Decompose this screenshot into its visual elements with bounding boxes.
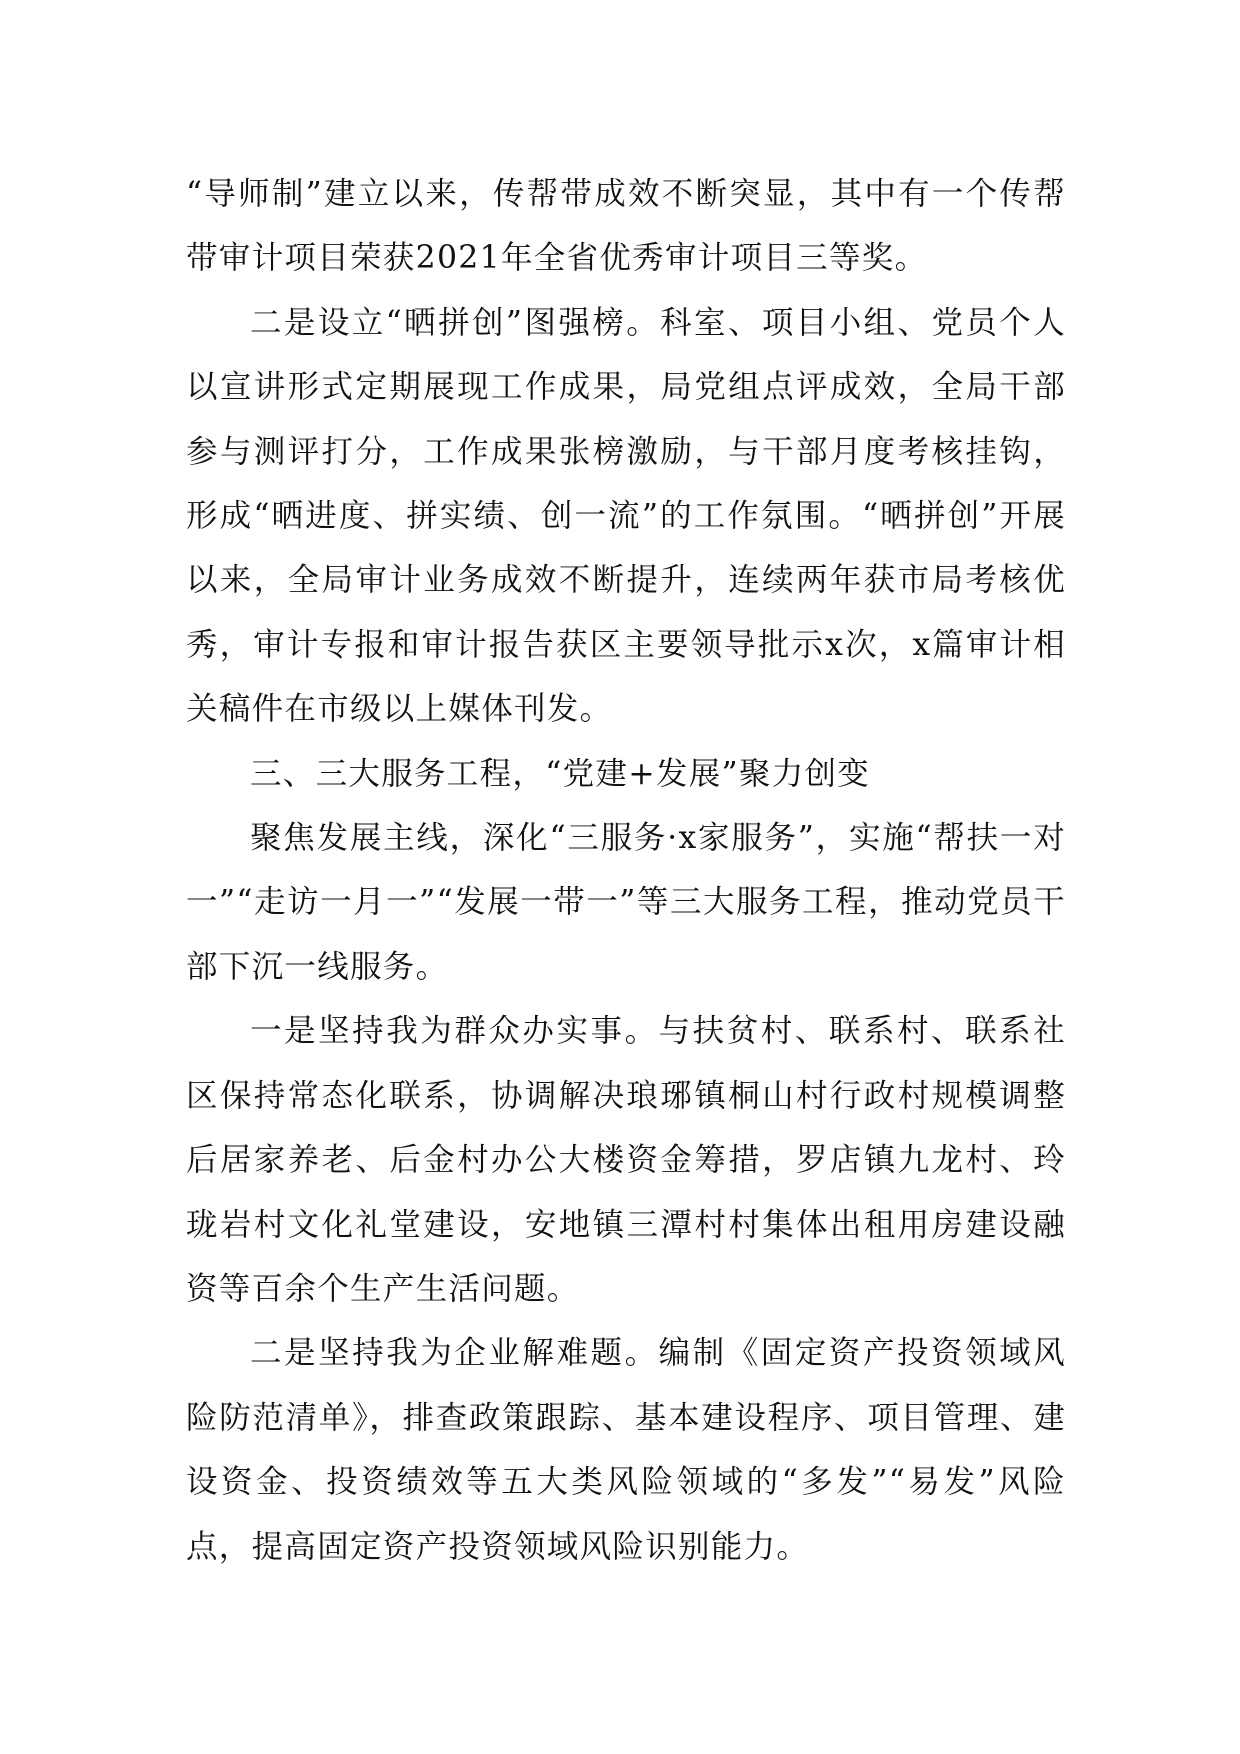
paragraph-service-overview: 聚焦发展主线，深化“三服务·x家服务”，实施“帮扶一对一”“走访一月一”“发展一带一”等三大服务工程，推动党员干部下沉一线服务。 — [186, 820, 1066, 985]
paragraph-serve-the-people: 一是坚持我为群众办实事。与扶贫村、联系村、联系社区保持常态化联系，协调解决琅琊镇桐山村行政村规模调整后居家养老、后金村办公大楼资金筹措，罗店镇九龙村、玲珑岩村文化礼堂建设，安地镇三潭村村集体出租用房建设融资等百余个生产生活问题。 — [186, 1013, 1066, 1307]
paragraph-mentor-system-continued: “导师制”建立以来，传帮带成效不断突显，其中有一个传帮带审计项目荣获2021年全省优秀审计项目三等奖。 — [186, 176, 1066, 277]
document-body — [186, 162, 1066, 1579]
section-heading-three-services: 三、三大服务工程，“党建+发展”聚力创变 — [250, 755, 871, 792]
paragraph-serve-enterprises: 二是坚持我为企业解难题。编制《固定资产投资领域风险防范清单》，排查政策跟踪、基本建设程序、项目管理、建设资金、投资绩效等五大类风险领域的“多发”“易发”风险点，提高固定资产投资领域风险识别能力。 — [186, 1335, 1066, 1565]
paragraph-showcase-board: 二是设立“晒拼创”图强榜。科室、项目小组、党员个人以宣讲形式定期展现工作成果，局党组点评成效，全局干部参与测评打分，工作成果张榜激励，与干部月度考核挂钩，形成“晒进度、拼实绩、创一流”的工作氛围。“晒拼创”开展以来，全局审计业务成效不断提升，连续两年获市局考核优秀，审计专报和审计报告获区主要领导批示x次，x篇审计相关稿件在市级以上媒体刊发。 — [186, 304, 1066, 728]
